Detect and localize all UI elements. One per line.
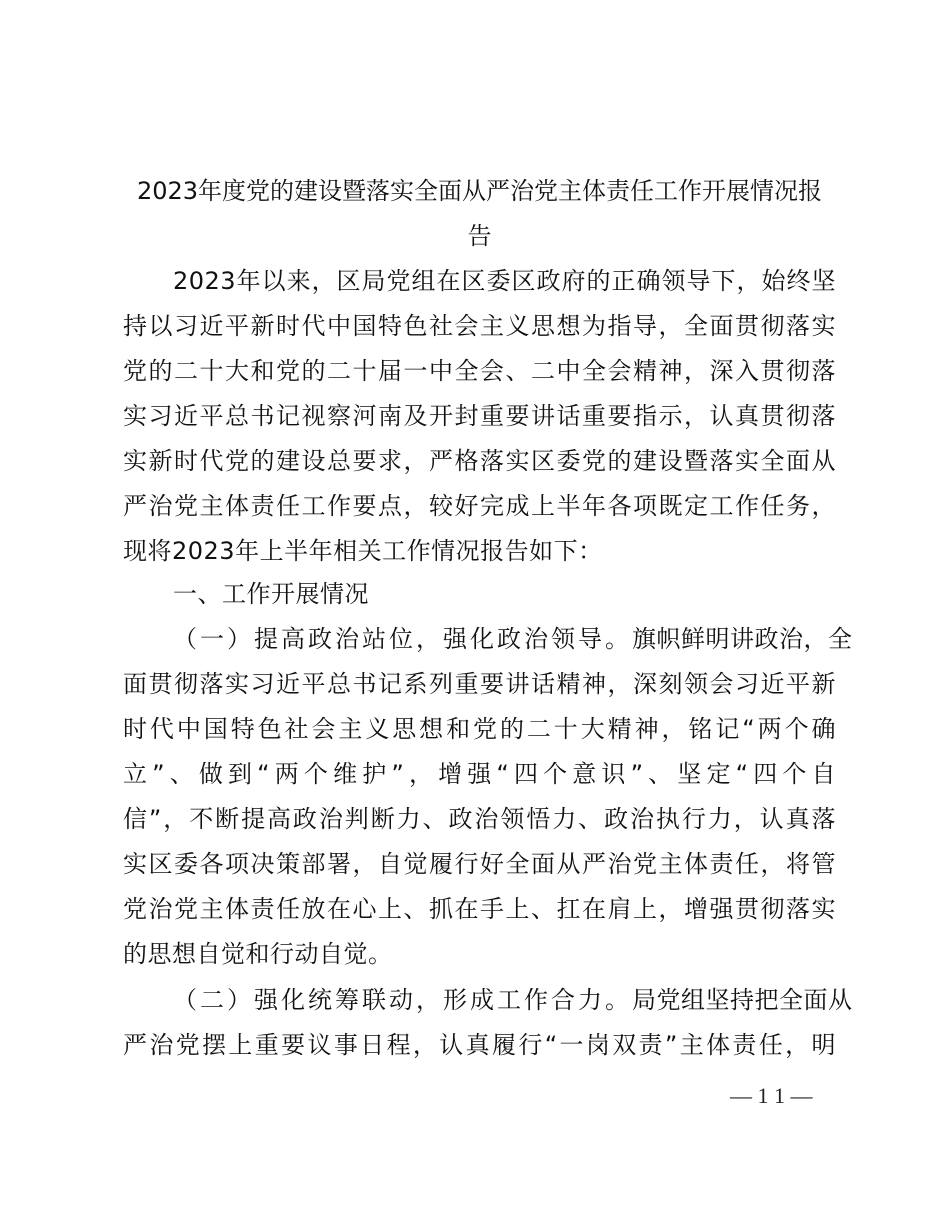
intro-paragraph-line: 党的二十大和党的二十届一中全会、二中全会精神，深入贯彻落 [123, 357, 836, 385]
subsection-1-first-line [173, 624, 853, 654]
subsection-2-first-line [173, 985, 853, 1015]
intro-paragraph-line: 实新时代党的建设总要求，严格落实区委党的建设暨落实全面从 [123, 447, 836, 475]
document-title-line-1: 2023年度党的建设暨落实全面从严治党主体责任工作开展情况报 [136, 177, 823, 205]
subsection-1-line: 党治党主体责任放在心上、抓在手上、扛在肩上，增强贯彻落实 [123, 895, 836, 923]
subsection-2-line: 严治党摆上重要议事日程，认真履行“一岗双责”主体责任，明 [123, 1031, 836, 1059]
intro-paragraph-line: 实习近平总书记视察河南及开封重要讲话重要指示，认真贯彻落 [123, 402, 836, 430]
subsection-1-first-line-text: 旗帜鲜明讲政治，全 [632, 625, 853, 653]
intro-paragraph-line: 持以习近平新时代中国特色社会主义思想为指导，全面贯彻落实 [123, 312, 836, 340]
section-heading: 一、工作开展情况 [173, 580, 369, 608]
subsection-1-line: 的思想自觉和行动自觉。 [123, 940, 393, 968]
subsection-1-line: 面贯彻落实习近平总书记系列重要讲话精神，深刻领会习近平新 [123, 670, 836, 698]
subsection-1-line: 立”、做到“两个维护”，增强“四个意识”、坚定“四个自 [123, 760, 836, 788]
intro-paragraph-line: 现将2023年上半年相关工作情况报告如下： [123, 537, 603, 565]
subsection-2-first-line-text: 局党组坚持把全面从 [632, 986, 853, 1014]
subsection-1-line: 信”，不断提高政治判断力、政治领悟力、政治执行力，认真落 [123, 805, 836, 833]
subsection-1-line: 时代中国特色社会主义思想和党的二十大精神，铭记“两个确 [123, 715, 836, 743]
intro-paragraph-line: 2023年以来，区局党组在区委区政府的正确领导下，始终坚 [173, 267, 836, 295]
subsection-2-heading: （二）强化统筹联动，形成工作合力。 [173, 986, 632, 1014]
subsection-1-line: 实区委各项决策部署，自觉履行好全面从严治党主体责任，将管 [123, 850, 836, 878]
intro-paragraph-line: 严治党主体责任工作要点，较好完成上半年各项既定工作任务， [123, 492, 836, 520]
document-title-line-2: 告 [467, 222, 492, 250]
page-number: — 1 1 — [730, 1083, 813, 1108]
subsection-1-heading: （一）提高政治站位，强化政治领导。 [173, 625, 632, 653]
